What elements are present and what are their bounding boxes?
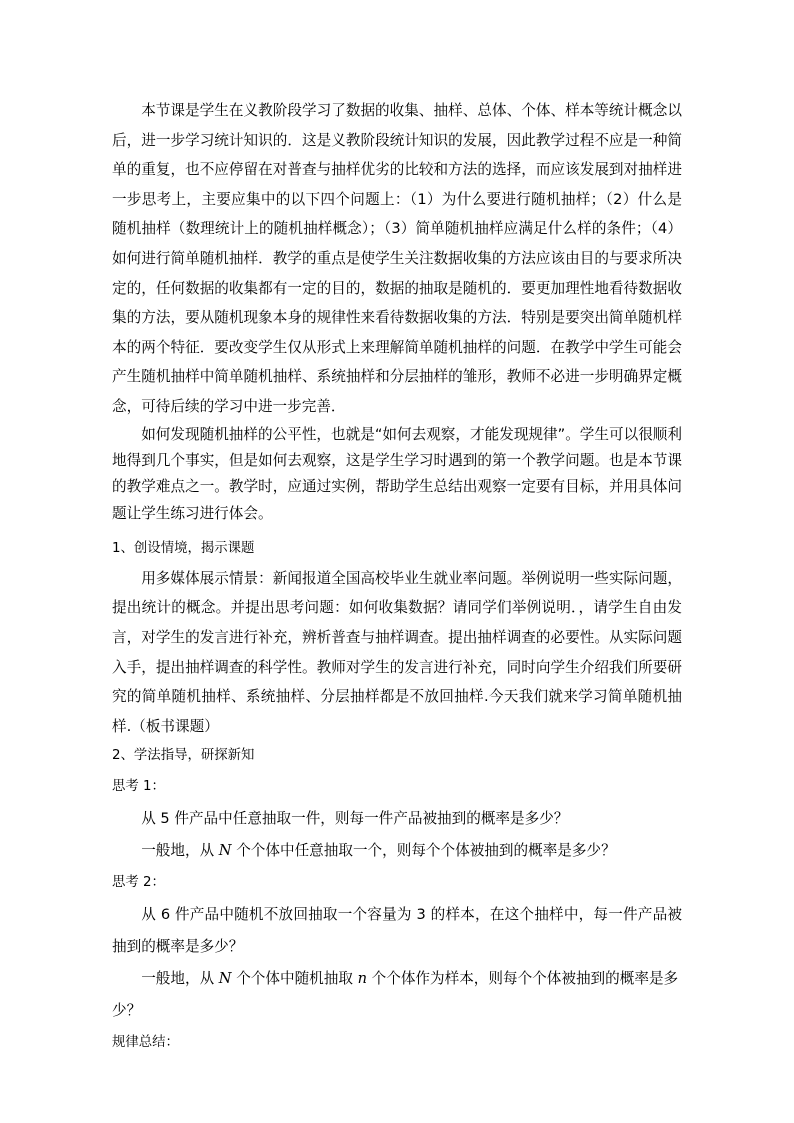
think1-q2-suffix: 个个体中任意抽取一个，则每个个体被抽到的概率是多少？ (231, 841, 616, 859)
section1-paragraph: 用多媒体展示情景：新闻报道全国高校毕业生就业率问题。举例说明一些实际问题，提出统计的概念。并提出思考问题：如何收集数据？请同学们举例说明．，请学生自由发言，对学生的发言进行补充，辨析普查与抽样调查。提出抽样调查的必要性。从实际问题入手，提出抽样调查的科学性。教师对学生的发言进行补充，同时向学生介绍我们所要研究的简单随机抽样、系统抽样、分层抽样都是不放回抽样.今天我们就来学习简单随机抽样.（板书课题） (112, 569, 682, 735)
think1-question-2 (112, 835, 682, 867)
think2-q2-middle: 个个体中随机抽取 (231, 969, 358, 987)
summary-label: 规律总结： (112, 1034, 179, 1050)
think2-label: 思考 2： (112, 874, 165, 890)
think1-question-1: 从 5 件产品中任意抽取一件，则每一件产品被抽到的概率是多少？ (141, 809, 569, 827)
difficulty-paragraph: 如何发现随机抽样的公平性，也就是“如何去观察，才能发现规律”。学生可以很顺利地得到几个事实，但是如何去观察，这是学生学习时遇到的第一个教学问题。也是本节课的教学难点之一。教学时，应通过实例，帮助学生总结出观察一定要有目标，并用具体问题让学生练习进行体会。 (112, 425, 682, 522)
variable-N: N (218, 969, 232, 987)
section1-heading: 1、创设情境，揭示课题 (112, 541, 255, 557)
variable-N: N (218, 841, 232, 859)
think1-label: 思考 1： (112, 778, 165, 794)
section2-heading: 2、学法指导，研探新知 (112, 748, 255, 764)
think2-q2-prefix: 一般地，从 (141, 969, 219, 987)
document-body (112, 96, 682, 1059)
think2-question-2 (112, 963, 682, 1027)
think2-q2-suffix: 个个体作为样本，则每个个体被抽到的概率是多少？ (112, 969, 679, 1019)
intro-paragraph: 本节课是学生在义教阶段学习了数据的收集、抽样、总体、个体、样本等统计概念以后，进一步学习统计知识的．这是义教阶段统计知识的发展，因此教学过程不应是一种简单的重复，也不应停留在对普查与抽样优劣的比较和方法的选择，而应该发展到对抽样进一步思考上，主要应集中的以下四个问题上：（1）为什么要进行随机抽样；（2）什么是随机抽样（数理统计上的随机抽样概念）；（3）简单随机抽样应满足什么样的条件；（4）如何进行简单随机抽样．教学的重点是使学生关注数据收集的方法应该由目的与要求所决定的，任何数据的收集都有一定的目的，数据的抽取是随机的．要更加理性地看待数据收集的方法，要从随机现象本身的规律性来看待数据收集的方法．特别是要突出简单随机样本的两个特征．要改变学生仅从形式上来理解简单随机抽样的问题．在教学中学生可能会产生随机抽样中简单随机抽样、系统抽样和分层抽样的雏形，教师不必进一步明确界定概念，可待后续的学习中进一步完善． (112, 102, 682, 415)
think2-question-1: 从 6 件产品中随机不放回抽取一个容量为 3 的样本，在这个抽样中，每一件产品被抽到的概率是多少？ (112, 905, 682, 955)
think1-q2-prefix: 一般地，从 (141, 841, 219, 859)
variable-n: n (357, 969, 368, 987)
